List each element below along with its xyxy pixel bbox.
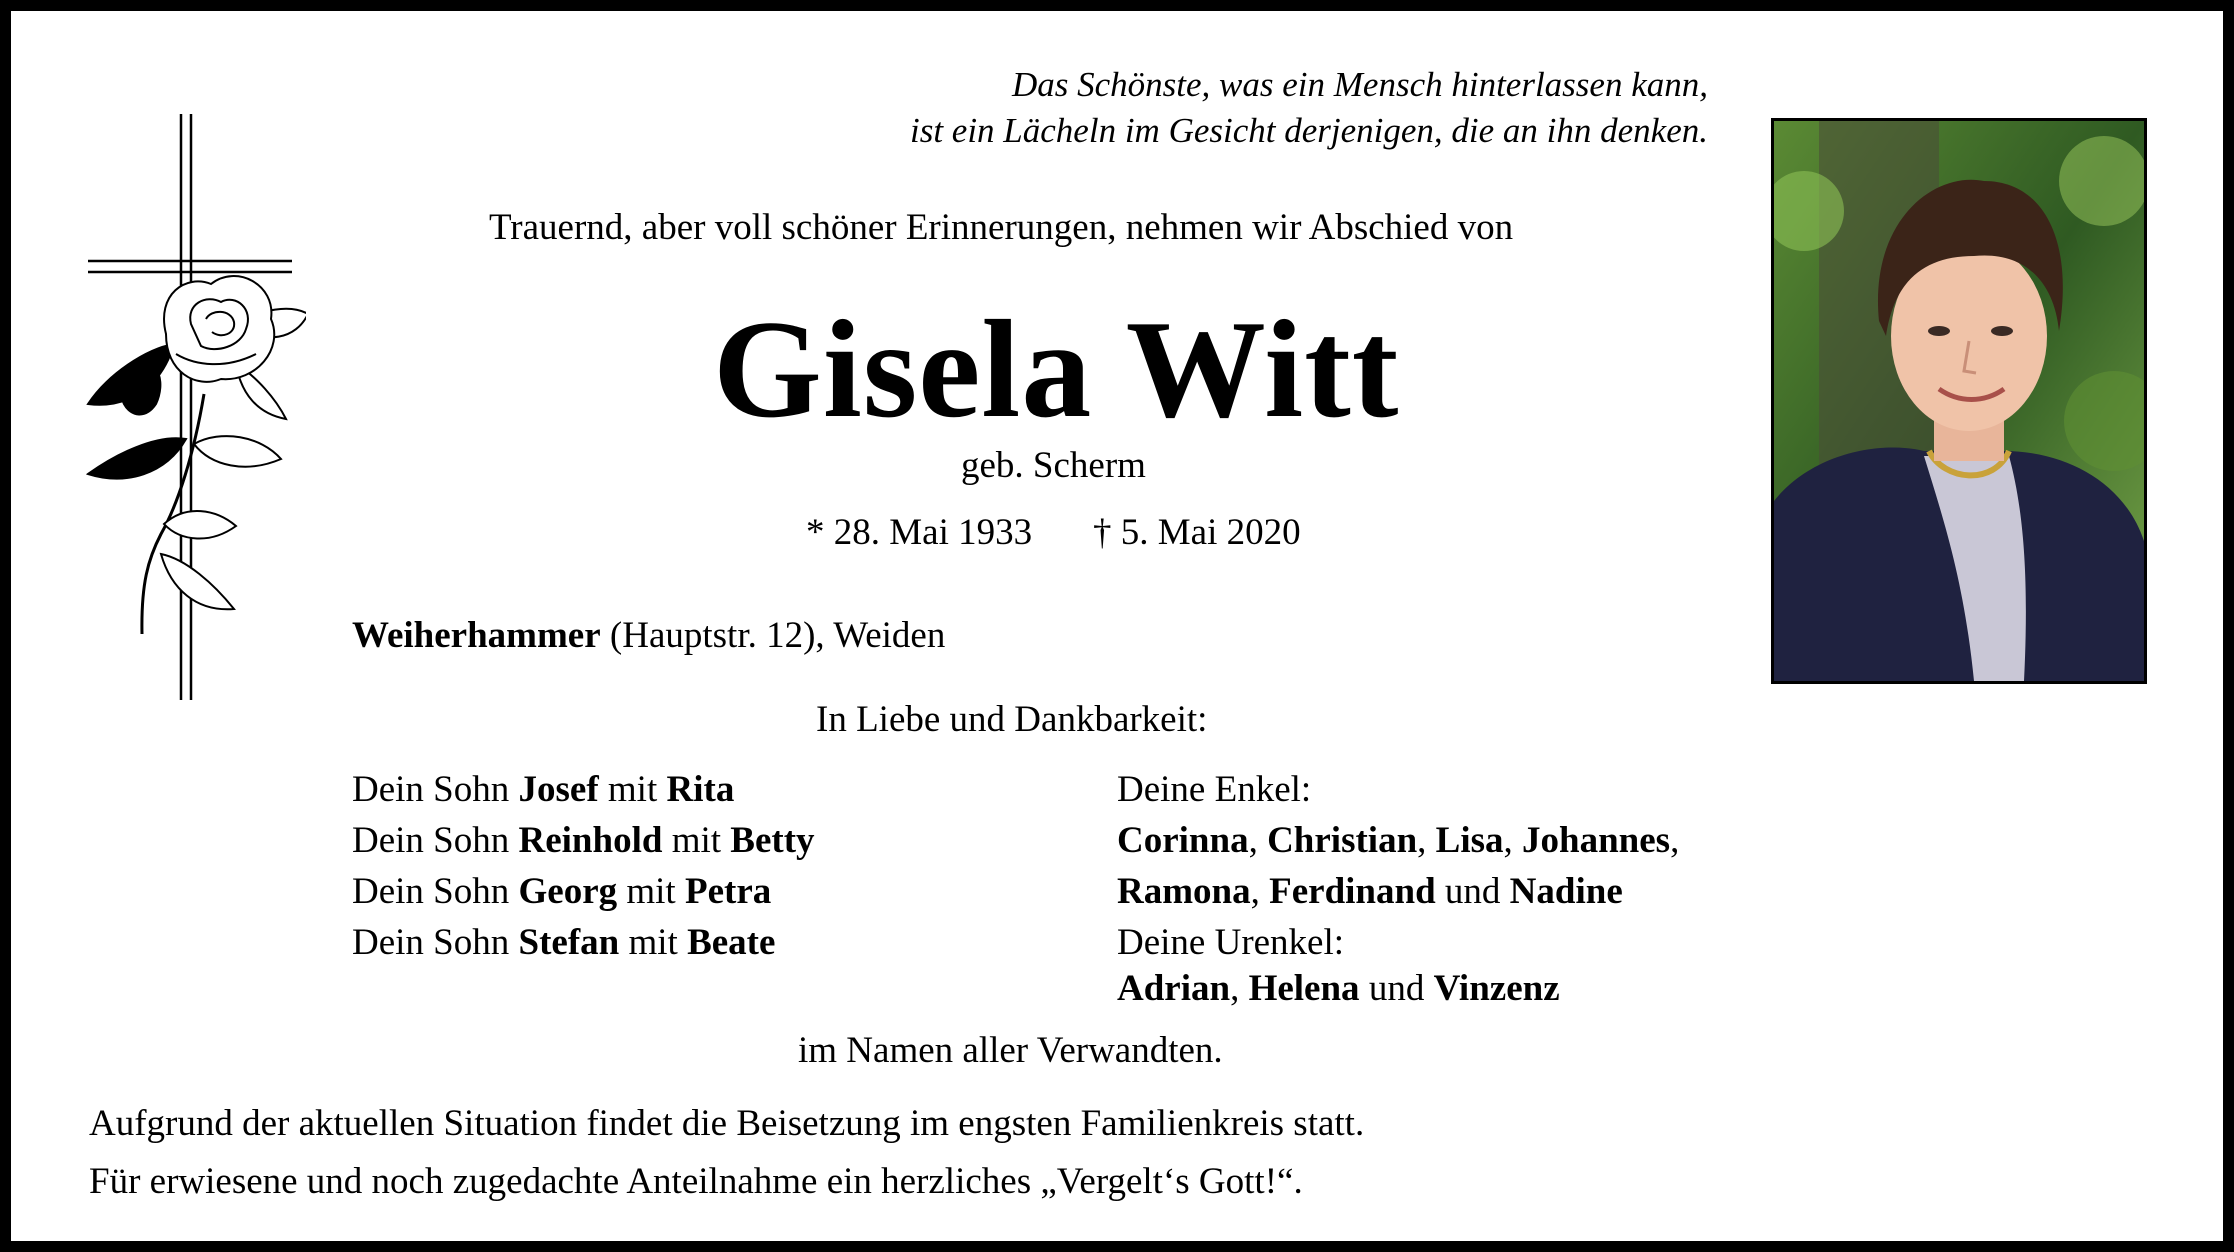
partner-name: Betty — [730, 820, 815, 861]
grandchildren-line-2: Ramona, Ferdinand und Nadine — [1117, 871, 1623, 912]
deceased-name: Gisela Witt — [713, 292, 1400, 447]
quote-line-1: Das Schönste, was ein Mensch hinterlassen kann, — [1011, 65, 1708, 104]
portrait-photo — [1771, 118, 2147, 684]
grandchildren-line-1: Corinna, Christian, Lisa, Johannes, — [1117, 820, 1680, 861]
partner-name: Beate — [687, 922, 776, 963]
address — [352, 617, 945, 654]
son-name: Georg — [518, 871, 618, 912]
cross-with-rose-icon — [86, 114, 306, 704]
quote-line-2: ist ein Lächeln im Gesicht derjenigen, die an ihn denken. — [909, 111, 1708, 150]
great-grandchildren-label: Deine Urenkel: — [1117, 922, 1345, 963]
footer-line-1: Aufgrund der aktuellen Situation findet die Beisetzung im engsten Familienkreis statt. — [89, 1103, 1365, 1144]
grandchildren-label: Deine Enkel: — [1117, 769, 1312, 810]
footer-line-2: Für erwiesene und noch zugedachte Anteilnahme ein herzliches „Vergelt‘s Gott!“. — [89, 1161, 1303, 1202]
relatives-line: im Namen aller Verwandten. — [798, 1030, 1223, 1071]
son-line: Dein Sohn Stefan mit Beate — [352, 922, 776, 963]
partner-name: Rita — [666, 769, 735, 810]
son-name: Josef — [518, 769, 599, 810]
death-date: † 5. Mai 2020 — [1093, 512, 1301, 553]
address-rest: (Hauptstr. 12), Weiden — [600, 615, 946, 656]
son-line: Dein Sohn Reinhold mit Betty — [352, 820, 815, 861]
son-name: Reinhold — [518, 820, 663, 861]
birth-date: * 28. Mai 1933 — [806, 512, 1033, 553]
son-name: Stefan — [518, 922, 620, 963]
son-line: Dein Sohn Georg mit Petra — [352, 871, 772, 912]
great-grandchildren-line: Adrian, Helena und Vinzenz — [1117, 968, 1560, 1009]
son-line: Dein Sohn Josef mit Rita — [352, 769, 735, 810]
birth-name: geb. Scherm — [961, 445, 1146, 486]
intro-text: Trauernd, aber voll schöner Erinnerungen, nehmen wir Abschied von — [489, 207, 1514, 248]
partner-name: Petra — [684, 871, 772, 912]
address-town: Weiherhammer — [352, 615, 601, 656]
gratitude-line: In Liebe und Dankbarkeit: — [816, 699, 1208, 740]
